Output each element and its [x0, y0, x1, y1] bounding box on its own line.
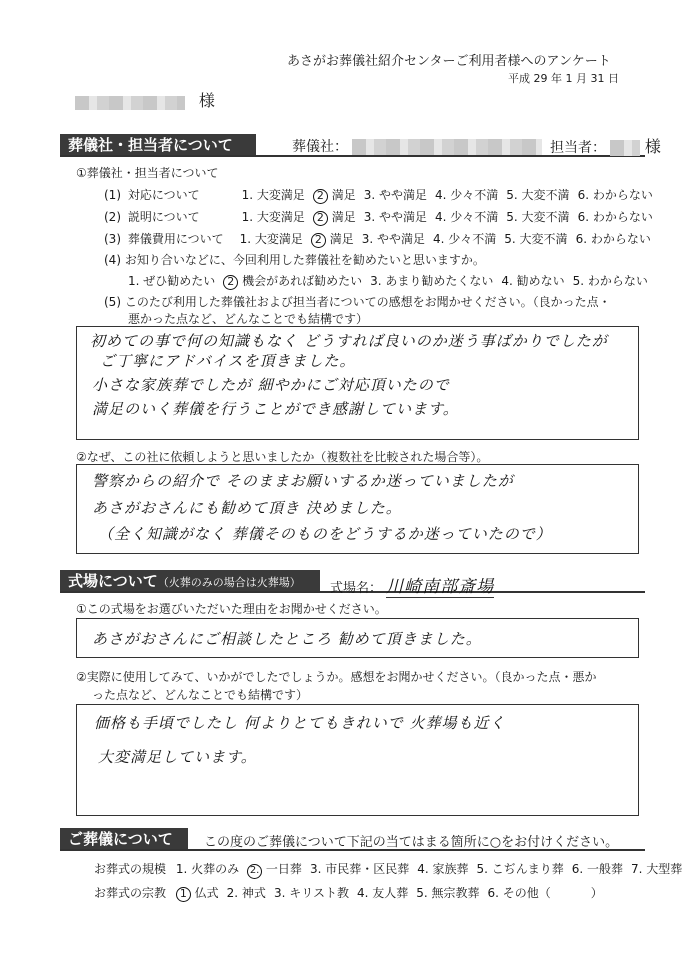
company-field — [292, 136, 542, 156]
handwritten-line: （全く知識がなく 葬儀そのものをどうするか迷っていたので） — [98, 525, 552, 543]
handwritten-line: 満足のいく葬儀を行うことができ感謝しています。 — [92, 400, 459, 418]
staff-field — [550, 134, 661, 157]
q4-options: 1. ぜひ勧めたい 2 機会があれば勧めたい 3. あまり勧めたくない 4. 勧めない 5. わからない — [128, 274, 648, 288]
scale-label: お葬式の規模 — [94, 862, 167, 876]
section-funeral-title: ご葬儀について — [60, 828, 188, 850]
circled-number: 2 — [313, 189, 328, 204]
venue-q2-line2: った点など、どんなことでも結構です） — [92, 688, 309, 702]
circled-number: 1 — [176, 887, 191, 902]
handwritten-line: 小さな家族葬でしたが 細やかにご対応頂いたので — [92, 376, 450, 394]
handwritten-line: 価格も手頃でしたし 何よりとてもきれいで 火葬場も近く — [94, 714, 506, 732]
company-label: 葬儀社： — [292, 139, 348, 155]
redacted-staff — [610, 140, 640, 156]
q5-line1: (5) このたび利用した葬儀社および担当者についての感想をお聞かせください。（良かった点・ — [104, 295, 611, 309]
recipient-honorific: 様 — [198, 91, 215, 110]
venue-field — [330, 572, 494, 597]
rating-row: (2) 説明について 1. 大変満足 2 満足 3. やや満足 4. 少々不満 5. 大変不満 6. わからない — [104, 210, 653, 224]
funeral-scale-row: お葬式の規模 1. 火葬のみ 2. 一日葬 3. 市民葬・区民葬 4. 家族葬 5. こぢんまり葬 6. 一般葬 7. 大型葬 — [94, 860, 690, 879]
venue-q2-line1: ②実際に使用してみて、いかがでしたでしょうか。感想をお聞かせください。（良かった点・悪か — [76, 670, 597, 684]
section-venue-title: 式場について（火葬のみの場合は火葬場） — [60, 570, 320, 592]
handwritten-line: ご丁寧にアドバイスを頂きました。 — [100, 352, 356, 370]
circled-number: 2 — [223, 275, 238, 290]
venue-name: 川崎南部斎場 — [386, 577, 495, 597]
circled-number: 2 — [313, 211, 328, 226]
staff-label: 担当者： — [550, 140, 606, 156]
circled-number: 2 — [311, 233, 326, 248]
handwritten-line: 初めての事で何の知識もなく どうすれば良いのか迷う事ばかりでしたが — [90, 332, 608, 350]
handwritten-line: あさがおさんにも勧めて頂き 決めました。 — [92, 499, 402, 517]
redacted-company — [352, 139, 542, 155]
q2-title: ②なぜ、この社に依頼しようと思いましたか（複数社を比較された場合等）。 — [76, 450, 489, 464]
funeral-instruction: この度のご葬儀について下記の当てはまる箇所に○をお付けください。 — [204, 835, 619, 850]
recipient-name — [75, 88, 215, 111]
handwritten-line: 大変満足しています。 — [98, 748, 257, 766]
q5-line2: 悪かった点など、どんなことでも結構です） — [128, 312, 369, 326]
survey-title: あさがお葬儀社紹介センターご利用者様へのアンケート — [287, 54, 611, 69]
circled-number: 2. — [247, 864, 262, 879]
q4-label: (4) お知り合いなどに、今回利用した葬儀社を勧めたいと思いますか。 — [104, 253, 485, 267]
q1-title: ①葬儀社・担当者について — [76, 166, 219, 180]
venue-q1-title: ①この式場をお選びいただいた理由をお聞かせください。 — [76, 602, 387, 616]
handwritten-line: あさがおさんにご相談したところ 勧めて頂きました。 — [92, 630, 482, 648]
venue-label: 式場名： — [330, 581, 383, 596]
rating-row: (1) 対応について 1. 大変満足 2 満足 3. やや満足 4. 少々不満 5. 大変不満 6. わからない — [104, 188, 653, 202]
redacted-name — [75, 96, 185, 110]
funeral-religion-row: お葬式の宗教 1 仏式 2. 神式 3. キリスト教 4. 友人葬 5. 無宗教葬 6. その他（ ） — [94, 886, 603, 900]
survey-date: 平成 29 年 1 月 31 日 — [508, 72, 619, 85]
section-funeral-company-title: 葬儀社・担当者について — [60, 134, 256, 156]
rating-row: (3) 葬儀費用について 1. 大変満足 2 満足 3. やや満足 4. 少々不満 5. 大変不満 6. わからない — [104, 232, 651, 246]
religion-label: お葬式の宗教 — [94, 886, 167, 900]
staff-honorific: 様 — [644, 137, 661, 156]
handwritten-line: 警察からの紹介で そのままお願いするか迷っていましたが — [92, 472, 514, 490]
